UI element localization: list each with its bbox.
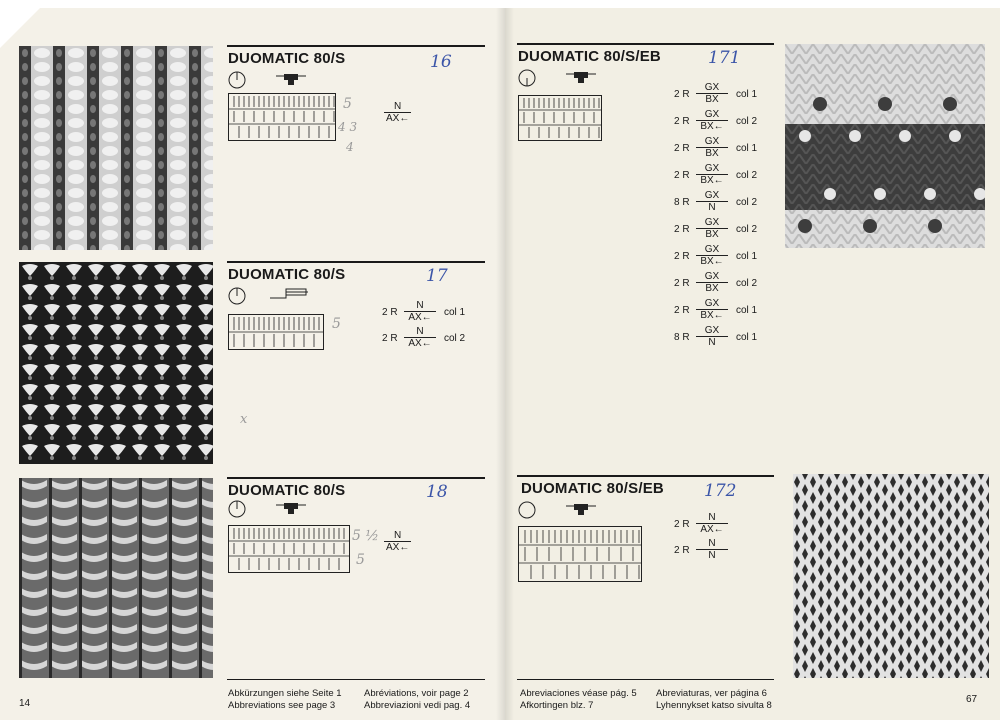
formula-numerator: N <box>404 326 436 338</box>
knitting-formula <box>404 326 436 349</box>
knitting-formula <box>404 300 436 323</box>
pencil-note: 5 <box>343 96 352 112</box>
swatch-photo-17 <box>19 262 213 464</box>
folded-corner <box>0 0 48 48</box>
carriage-symbol-icon <box>228 286 318 306</box>
row-count: 8 R <box>674 332 690 343</box>
pattern-title: DUOMATIC 80/S <box>228 482 346 499</box>
row-count: 2 R <box>382 333 398 344</box>
instruction-row <box>674 244 784 270</box>
formula-numerator: GX <box>696 244 728 256</box>
book-gutter <box>496 8 514 720</box>
knitting-formula <box>696 512 728 535</box>
needle-diagram <box>518 95 602 141</box>
pattern-title: DUOMATIC 80/S/EB <box>518 48 661 65</box>
formula-numerator: GX <box>696 82 728 94</box>
needle-diagram <box>228 314 324 350</box>
pencil-mark: x <box>240 412 248 427</box>
instruction-row <box>674 271 784 297</box>
knitting-formula <box>696 109 728 132</box>
footer-line: Abbreviations see page 3 <box>228 700 336 711</box>
instruction-row <box>674 325 784 351</box>
knitting-formula <box>696 217 728 240</box>
formula-denominator: AX← <box>408 312 432 323</box>
row-count: 2 R <box>674 116 690 127</box>
abbreviations-note <box>364 688 470 712</box>
instruction-row <box>674 217 784 243</box>
formula-numerator: GX <box>696 271 728 283</box>
row-count: 2 R <box>674 305 690 316</box>
color-label: col 1 <box>736 251 758 262</box>
instruction-row <box>674 538 784 564</box>
footer-line: Abréviations, voir page 2 <box>364 688 469 699</box>
formula-numerator: GX <box>696 298 728 310</box>
page-number: 67 <box>966 694 978 705</box>
color-label: col 1 <box>444 307 466 318</box>
color-label: col 1 <box>736 332 758 343</box>
formula-denominator: AX← <box>386 542 410 553</box>
handwritten-number: 16 <box>430 52 452 72</box>
pencil-note: 4 <box>346 140 354 154</box>
pencil-note: 5 <box>332 316 341 332</box>
section-rule <box>227 45 485 47</box>
formula-denominator: BX← <box>700 310 724 321</box>
row-count: 2 R <box>674 278 690 289</box>
section-rule <box>227 477 485 479</box>
knitting-formula <box>696 271 728 294</box>
formula-numerator: N <box>696 512 728 524</box>
page-number: 14 <box>19 698 31 709</box>
abbreviations-note <box>656 688 772 712</box>
pattern-title: DUOMATIC 80/S <box>228 266 346 283</box>
formula-numerator: GX <box>696 136 728 148</box>
formula-denominator: N <box>708 337 716 348</box>
formula-numerator: N <box>384 530 411 542</box>
knitting-formula <box>696 163 728 186</box>
needle-diagram <box>518 526 642 582</box>
color-label: col 2 <box>736 278 758 289</box>
needle-diagram <box>228 93 336 141</box>
footer-line: Afkortingen blz. 7 <box>520 700 594 711</box>
knitting-formula <box>696 298 728 321</box>
formula-denominator: BX← <box>700 256 724 267</box>
swatch-photo-16 <box>19 46 213 250</box>
swatch-photo-171 <box>785 44 985 248</box>
swatch-photo-18 <box>19 478 213 678</box>
color-label: col 2 <box>736 224 758 235</box>
formula-numerator: N <box>384 101 411 113</box>
footer-line: Abreviaciones véase pág. 5 <box>520 688 637 699</box>
knitting-formula <box>696 244 728 267</box>
color-label: col 2 <box>736 116 758 127</box>
footer-line: Abreviaturas, ver página 6 <box>656 688 767 699</box>
color-label: col 2 <box>736 170 758 181</box>
row-count: 2 R <box>674 224 690 235</box>
formula-denominator: N <box>708 202 716 213</box>
formula-denominator: BX← <box>700 175 724 186</box>
knitting-formula <box>696 538 728 561</box>
formula-denominator: BX <box>705 283 719 294</box>
abbreviations-note <box>228 688 342 712</box>
footer-rule <box>517 679 774 680</box>
knitting-formula <box>696 190 728 213</box>
instruction-row <box>674 82 784 108</box>
needle-diagram <box>228 525 350 573</box>
formula-numerator: GX <box>696 190 728 202</box>
formula-denominator: AX← <box>700 524 724 535</box>
color-label: col 1 <box>736 305 758 316</box>
row-count: 2 R <box>674 545 690 556</box>
formula-denominator: AX← <box>386 113 410 124</box>
row-count: 2 R <box>674 519 690 530</box>
instruction-row <box>674 512 784 538</box>
color-label: col 2 <box>444 333 466 344</box>
pattern-title: DUOMATIC 80/S <box>228 50 346 67</box>
formula-denominator: BX <box>705 148 719 159</box>
formula-numerator: GX <box>696 109 728 121</box>
color-label: col 1 <box>736 143 758 154</box>
carriage-symbol-icon <box>518 500 608 520</box>
section-rule <box>227 261 485 263</box>
handwritten-number: 172 <box>704 481 737 501</box>
swatch-photo-172 <box>793 474 989 678</box>
footer-rule <box>227 679 485 680</box>
handwritten-number: 171 <box>708 48 741 68</box>
pencil-note: 5 <box>356 552 365 568</box>
knitting-formula <box>696 325 728 348</box>
formula-denominator: N <box>708 550 716 561</box>
color-label: col 1 <box>736 89 758 100</box>
carriage-symbol-icon <box>228 499 318 519</box>
formula-denominator: BX← <box>700 121 724 132</box>
pencil-note: 4 3 <box>338 120 358 134</box>
section-rule <box>517 475 774 477</box>
instruction-row <box>674 163 784 189</box>
formula-numerator: GX <box>696 163 728 175</box>
carriage-symbol-icon <box>228 70 318 90</box>
instruction-row <box>674 136 784 162</box>
handwritten-number: 17 <box>426 266 448 286</box>
handwritten-number: 18 <box>426 482 448 502</box>
instruction-row <box>674 298 784 324</box>
row-count: 2 R <box>674 251 690 262</box>
instruction-row <box>674 190 784 216</box>
color-label: col 2 <box>736 197 758 208</box>
formula-denominator: AX← <box>408 338 432 349</box>
formula-numerator: GX <box>696 325 728 337</box>
row-count: 2 R <box>674 89 690 100</box>
knitting-formula <box>384 101 411 124</box>
formula-denominator: BX <box>705 94 719 105</box>
abbreviations-note <box>520 688 637 712</box>
row-count: 2 R <box>674 143 690 154</box>
section-rule <box>517 43 774 45</box>
formula-numerator: GX <box>696 217 728 229</box>
footer-line: Abkürzungen siehe Seite 1 <box>228 688 342 699</box>
instruction-row <box>382 300 492 326</box>
formula-numerator: N <box>696 538 728 550</box>
pencil-note: 5 ½ <box>352 528 379 544</box>
knitting-formula <box>696 136 728 159</box>
row-count: 2 R <box>382 307 398 318</box>
footer-line: Abbreviazioni vedi pag. 4 <box>364 700 471 711</box>
knitting-formula <box>696 82 728 105</box>
formula-numerator: N <box>404 300 436 312</box>
row-count: 8 R <box>674 197 690 208</box>
pattern-title: DUOMATIC 80/S/EB <box>521 480 664 497</box>
row-count: 2 R <box>674 170 690 181</box>
formula-denominator: BX <box>705 229 719 240</box>
carriage-symbol-icon <box>518 68 608 88</box>
instruction-row <box>674 109 784 135</box>
instruction-row <box>382 326 492 352</box>
footer-line: Lyhennykset katso sivulta 8 <box>656 700 772 711</box>
knitting-formula <box>384 530 411 553</box>
